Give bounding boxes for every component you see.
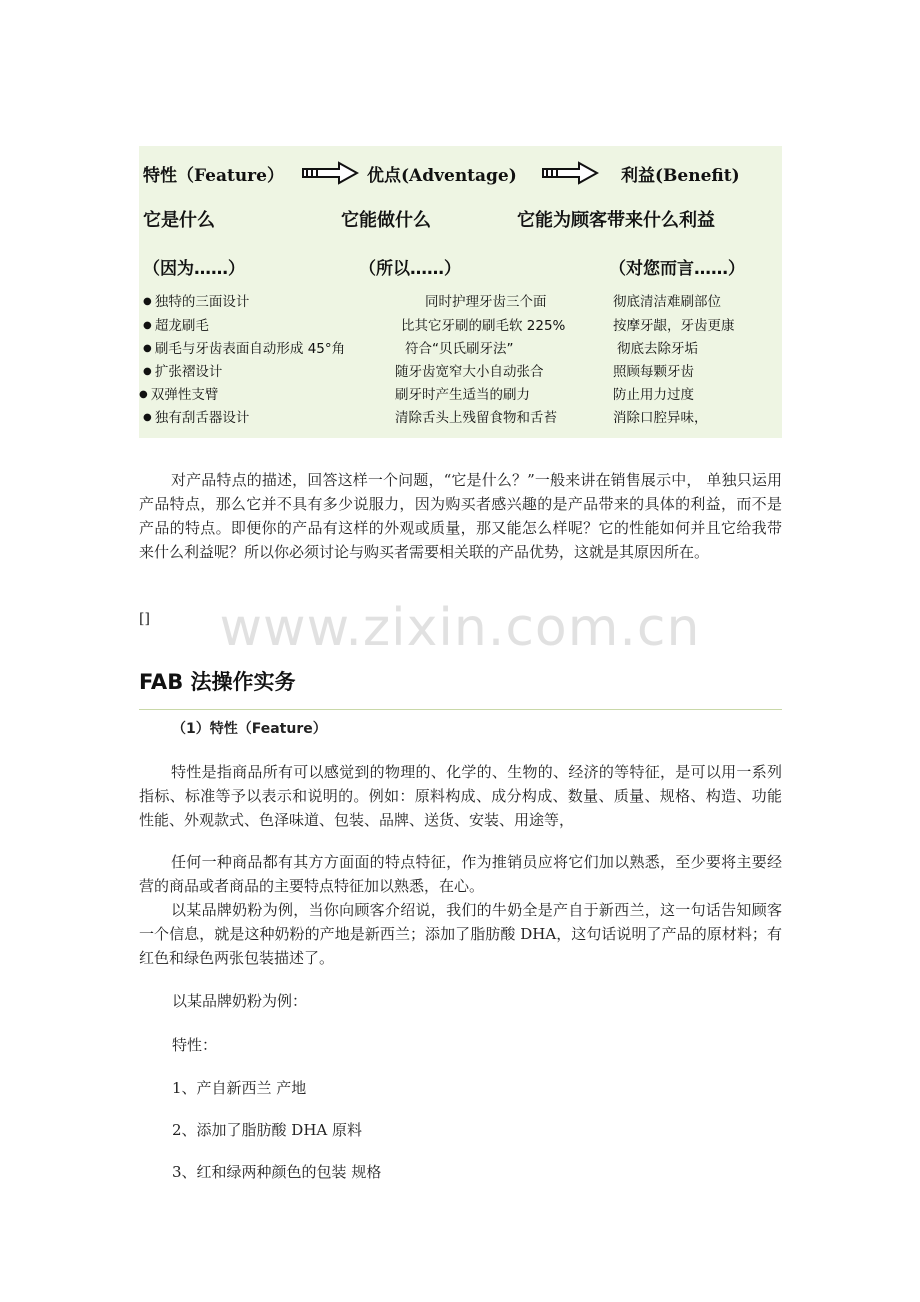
paragraph-familiarize: 任何一种商品都有其方方面面的特点特征，作为推销员应将它们加以熟悉，至少要将主要经营的商品或者商品的主要特点特征加以熟悉，在心。	[139, 853, 782, 895]
question-benefit: 它能为顾客带来什么利益	[517, 210, 715, 231]
header-advantage: 优点(Adventage)	[367, 166, 517, 186]
features-label: 特性：	[172, 1036, 218, 1054]
advantage-cell: 同时护理牙齿三个面	[425, 294, 547, 310]
feature-item: 3、红和绿两种颜色的包装 规格	[172, 1163, 382, 1181]
paren-advantage: （所以……）	[359, 259, 461, 279]
fab-diagram-image	[139, 146, 782, 438]
benefit-cell: 照顾每颗牙齿	[613, 364, 694, 380]
question-feature: 它是什么	[143, 210, 215, 231]
paragraph-milk-example: 以某品牌奶粉为例，当你向顾客介绍说，我们的牛奶全是产自于新西兰，这一句话告知顾客一个信息，就是这种奶粉的产地是新西兰；添加了脂肪酸 DHA，这句话说明了产品的原材料；有红色和绿色两张包装描述了。	[139, 901, 782, 967]
benefit-cell: 彻底清洁难刷部位	[613, 294, 721, 310]
arrow-icon	[301, 160, 359, 186]
feature-cell: ● 超龙刷毛	[143, 314, 209, 334]
arrow-icon	[541, 160, 599, 186]
advantage-cell: 随牙齿宽窄大小自动张合	[395, 364, 544, 380]
header-feature: 特性（Feature）	[143, 166, 284, 186]
feature-cell: ● 独特的三面设计	[143, 290, 249, 310]
section-divider	[139, 709, 782, 710]
feature-item: 2、添加了脂肪酸 DHA 原料	[172, 1121, 363, 1139]
paren-benefit: （对您而言……）	[609, 259, 745, 279]
advantage-cell: 比其它牙刷的刷毛软 225%	[401, 318, 566, 334]
section-title: FAB 法操作实务	[139, 670, 296, 694]
advantage-cell: 清除舌头上残留食物和舌苔	[395, 410, 557, 426]
paragraph-feature-definition: 特性是指商品所有可以感觉到的物理的、化学的、生物的、经济的等特征，是可以用一系列指标、标准等予以表示和说明的。例如：原料构成、成分构成、数量、质量、规格、构造、功能性能、外观款式、色泽味道、包装、品牌、送货、安装、用途等，	[139, 763, 782, 829]
benefit-cell: 彻底去除牙垢	[617, 341, 698, 357]
watermark: www.zixin.com.cn	[219, 598, 701, 658]
feature-cell: ● 扩张褶设计	[143, 360, 222, 380]
advantage-cell: 符合“贝氏刷牙法”	[405, 341, 514, 357]
feature-cell: ● 双弹性支臂	[139, 383, 218, 403]
bracket-placeholder: []	[139, 611, 150, 627]
advantage-cell: 刷牙时产生适当的刷力	[395, 387, 530, 403]
benefit-cell: 消除口腔异味，	[613, 410, 708, 426]
feature-cell: ● 刷毛与牙齿表面自动形成 45°角	[143, 337, 345, 357]
question-advantage: 它能做什么	[341, 210, 431, 231]
subheading: （1）特性（Feature）	[172, 721, 327, 737]
example-label: 以某品牌奶粉为例：	[172, 992, 308, 1010]
header-benefit: 利益(Benefit)	[621, 166, 740, 186]
intro-paragraph: 对产品特点的描述，回答这样一个问题，“它是什么？”一般来讲在销售展示中， 单独只运用产品特点，那么它并不具有多少说服力，因为购买者感兴趣的是产品带来的具体的利益，而不是产品的特点。即便你的产品有这样的外观或质量，那又能怎么样呢？它的性能如何并且它给我带来什么利益呢？所以你必须讨论与购买者需要相关联的产品优势，这就是其原因所在。	[139, 471, 782, 561]
paren-feature: （因为……）	[143, 259, 245, 279]
feature-cell: ● 独有刮舌器设计	[143, 406, 249, 426]
feature-item: 1、产自新西兰 产地	[172, 1079, 307, 1097]
benefit-cell: 按摩牙龈，牙齿更康	[613, 318, 735, 334]
benefit-cell: 防止用力过度	[613, 387, 694, 403]
